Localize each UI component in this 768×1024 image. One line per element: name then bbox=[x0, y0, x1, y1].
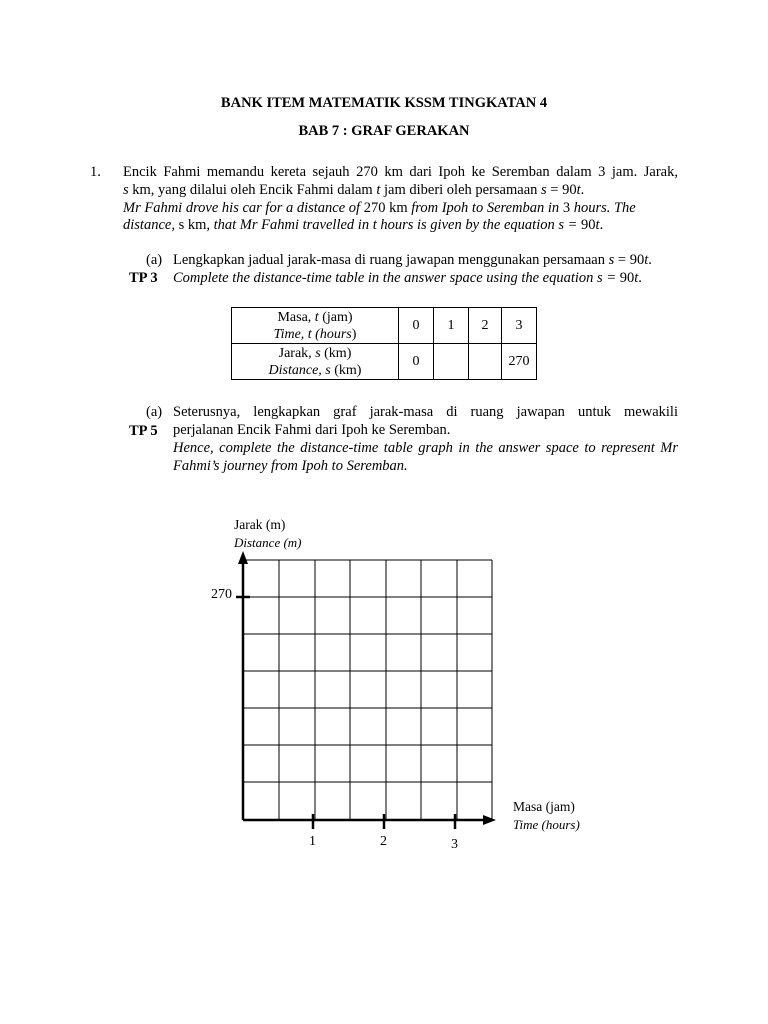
part-b-label: (a) bbox=[146, 404, 163, 420]
part-a-label: (a) bbox=[146, 252, 163, 268]
y-axis-arrow-icon bbox=[238, 551, 248, 564]
x-axis-label-english: Time (hours) bbox=[513, 817, 580, 832]
page-title: BANK ITEM MATEMATIK KSSM TINGKATAN 4 bbox=[220, 95, 548, 111]
x-axis-arrow-icon bbox=[483, 815, 496, 825]
question-english-line2: distance, s km, that Mr Fahmi travelled in t hours is given by the equation s = 90t. bbox=[123, 217, 604, 233]
y-axis-label: Jarak (m) bbox=[234, 517, 286, 532]
table-cell: 1 bbox=[434, 308, 469, 344]
table-cell: 3 bbox=[502, 308, 537, 344]
table-header-distance: Jarak, s (km) Distance, s (km) bbox=[232, 344, 399, 380]
table-cell: 2 bbox=[469, 308, 502, 344]
part-b-malay-line1: Seterusnya, lengkapkan graf jarak-masa di ruang jawapan untuk mewakili bbox=[173, 404, 678, 420]
y-tick-label: 270 bbox=[211, 587, 232, 602]
graph-grid bbox=[243, 560, 492, 820]
x-tick-label: 1 bbox=[309, 834, 316, 849]
part-b-tp-badge: TP 5 bbox=[129, 423, 158, 439]
part-a-english: Complete the distance-time table in the answer space using the equation s = 90t. bbox=[173, 270, 642, 286]
x-axis-label: Masa (jam) bbox=[513, 799, 575, 814]
chapter-title: BAB 7 : GRAF GERAKAN bbox=[298, 123, 470, 139]
question-english-line1: Mr Fahmi drove his car for a distance of 270 km from Ipoh to Seremban in 3 hours. The bbox=[123, 200, 636, 216]
table-header-time: Masa, t (jam) Time, t (hours) bbox=[232, 308, 399, 344]
x-tick-label: 3 bbox=[451, 837, 458, 852]
x-tick-label: 2 bbox=[380, 834, 387, 849]
question-malay-line2: s km, yang dilalui oleh Encik Fahmi dalam t jam diberi oleh persamaan s = 90t. bbox=[123, 182, 585, 198]
part-a-malay: Lengkapkan jadual jarak-masa di ruang jawapan menggunakan persamaan s = 90t. bbox=[173, 252, 652, 268]
table-cell: 0 bbox=[399, 344, 434, 380]
table-cell: 0 bbox=[399, 308, 434, 344]
question-number: 1. bbox=[90, 164, 101, 180]
part-b-malay-line2: perjalanan Encik Fahmi dari Ipoh ke Seremban. bbox=[173, 422, 451, 438]
table-cell: 270 bbox=[502, 344, 537, 380]
part-a-tp-badge: TP 3 bbox=[129, 270, 158, 286]
question-malay-line1: Encik Fahmi memandu kereta sejauh 270 km dari Ipoh ke Seremban dalam 3 jam. Jarak, bbox=[123, 164, 678, 180]
part-b-english-line1: Hence, complete the distance-time table graph in the answer space to represent Mr bbox=[173, 440, 678, 456]
part-b-english-line2: Fahmi’s journey from Ipoh to Seremban. bbox=[173, 458, 408, 474]
y-axis-label-english: Distance (m) bbox=[234, 535, 302, 550]
